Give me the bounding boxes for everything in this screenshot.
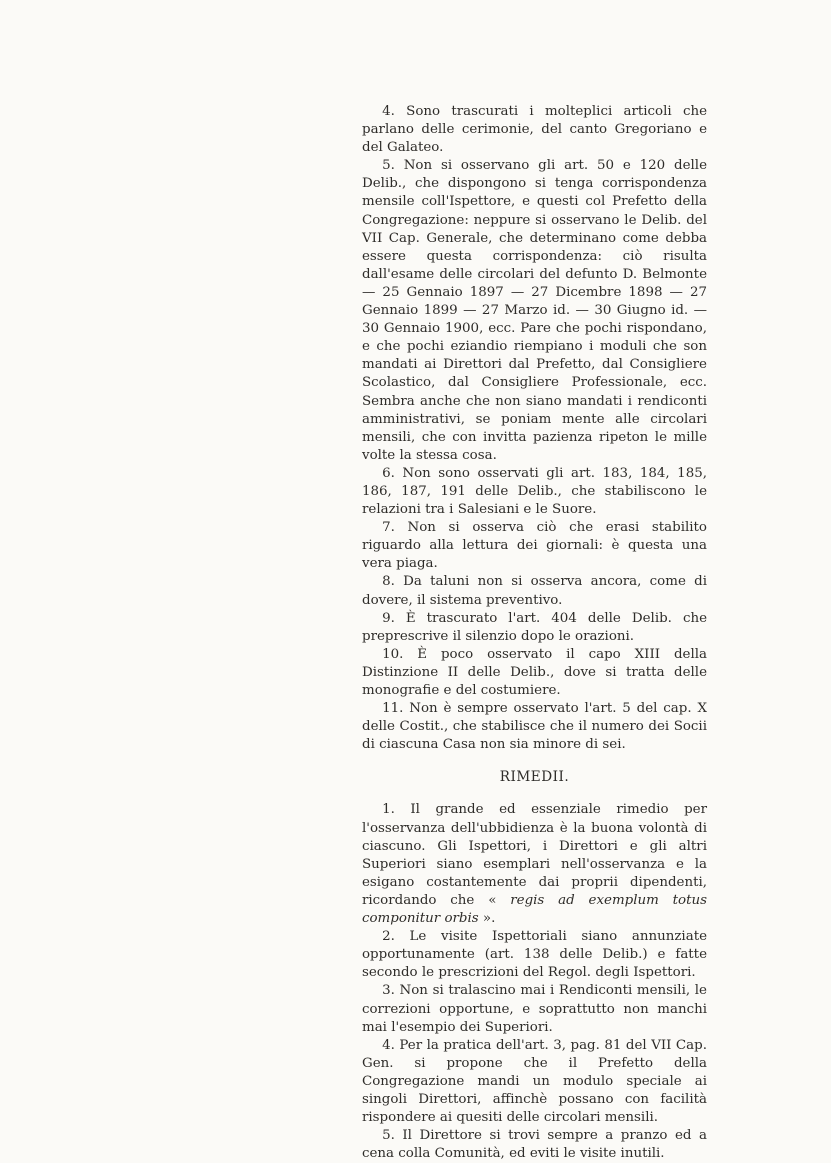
- paragraph-remedy-4: 4. Per la pratica dell'art. 3, pag. 81 del VII Cap. Gen. si propone che il Prefetto della Congregazione mandi un modulo speciale ai singoli Direttori, affinchè possano con facilità rispondere ai quesiti delle circolari mensili.: [362, 1037, 707, 1126]
- paragraph-remedy-1: [362, 801, 707, 928]
- paragraph-remedy-5: 5. Il Direttore si trovi sempre a pranzo ed a cena colla Comunità, ed eviti le visite inutili.: [362, 1128, 707, 1162]
- paragraph-problem-5: 5. Non si osservano gli art. 50 e 120 delle Delib., che dispongono si tenga corrispondenza mensile coll'Ispettore, e questi col Prefetto della Congregazione: neppure si osservano le Delib. del VII Cap. Generale, che determinano come debba essere questa corrispondenza: ciò risulta dall'esame delle circolari del defunto D. Belmonte — 25 Gennaio 1897 — 27 Dicembre 1898 — 27 Gennaio 1899 — 27 Marzo id. — 30 Giugno id. — 30 Gennaio 1900, ecc. Pare che pochi rispondano, e che pochi eziandio riempiano i moduli che son mandati ai Direttori dal Prefetto, dal Consigliere Scolastico, dal Consigliere Professionale, ecc. Sembra anche che non siano mandati i rendiconti amministrativi, se poniam mente alle circolari mensili, che con invitta pazienza ripeton le mille volte la stessa cosa.: [362, 158, 707, 463]
- section-heading-rimedii: RIMEDII.: [499, 769, 570, 786]
- remedy-1-end: ».: [482, 911, 496, 927]
- remedy-1-text: 1. Il grande ed essenziale rimedio per l'osservanza dell'ubbidienza è la buona volontà di ciascuno. Gli Ispettori, i Direttori e gli altri Superiori siano esemplari nell'osservanza e la esigano costantemente dai proprii dipendenti, ricordando che «: [362, 802, 707, 908]
- paragraph-problem-10: 10. È poco osservato il capo XIII della Distinzione II delle Delib., dove si tratta delle monografie e del costumiere.: [362, 646, 707, 698]
- paragraph-remedy-2: 2. Le visite Ispettoriali siano annunziate opportunamente (art. 138 delle Delib.) e fatte secondo le prescrizioni del Regol. degli Ispettori.: [362, 929, 707, 981]
- remedy-1-latin-quote: regis ad exemplum totus componitur orbis: [362, 892, 707, 927]
- document-page: [362, 103, 707, 1163]
- paragraph-problem-8: 8. Da taluni non si osserva ancora, come di dovere, il sistema preventivo.: [362, 574, 707, 608]
- paragraph-problem-9: 9. È trascurato l'art. 404 delle Delib. che preprescrive il silenzio dopo le orazioni.: [362, 610, 707, 644]
- paragraph-problem-7: 7. Non si osserva ciò che erasi stabilito riguardo alla lettura dei giornali: è questa una vera piaga.: [362, 520, 707, 572]
- paragraph-problem-6: 6. Non sono osservati gli art. 183, 184, 185, 186, 187, 191 delle Delib., che stabiliscono le relazioni tra i Salesiani e le Suore.: [362, 465, 707, 518]
- paragraph-problem-11: 11. Non è sempre osservato l'art. 5 del cap. X delle Costit., che stabilisce che il numero dei Socii di ciascuna Casa non sia minore di sei.: [362, 701, 707, 753]
- paragraph-problem-4: 4. Sono trascurati i molteplici articoli che parlano delle cerimonie, del canto Gregoriano e del Galateo.: [362, 104, 707, 156]
- paragraph-remedy-3: 3. Non si tralascino mai i Rendiconti mensili, le correzioni opportune, e soprattutto non manchi mai l'esempio dei Superiori.: [362, 983, 707, 1035]
